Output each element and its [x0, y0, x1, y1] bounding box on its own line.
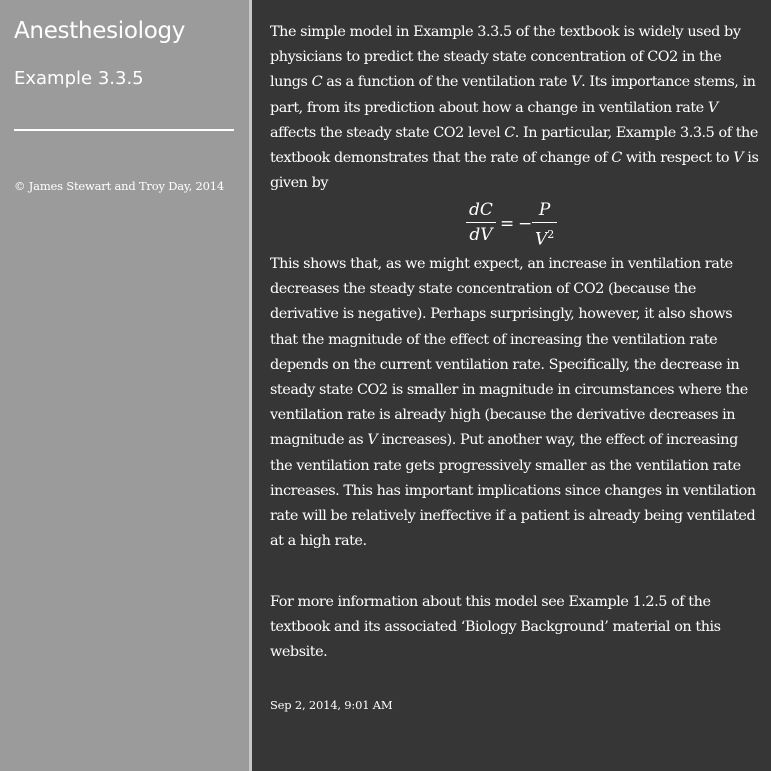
variable-c: C: [311, 74, 323, 91]
sidebar-divider: [14, 129, 234, 131]
site-title[interactable]: Anesthesiology: [14, 18, 186, 44]
variable-c: C: [611, 150, 622, 167]
variable-v: V: [733, 150, 744, 167]
copyright-notice: © James Stewart and Troy Day, 2014: [14, 179, 225, 193]
variable-v: V: [707, 99, 718, 116]
equation-lhs-fraction: [466, 200, 496, 245]
fraction-bar: [532, 222, 557, 223]
equals-sign: =: [500, 214, 515, 234]
paragraph-explanation: This shows that, as we might expect, an increase in ventilation rate decreases the steady state concentration of CO2 (because the derivative is negative). Perhaps surprisingly, however, it also shows that the magnitude of the effect of increasing the ventilation rate depends on the current ventilation rate. Specifically, the decrease in steady state CO2 is smaller in magnitude in circumstances where the ventilation rate is already high (because the derivative decreases in magnitude as V increases). Put another way, the effect of increasing the ventilation rate gets progressively smaller as the ventilation rate increases. This has important implications since changes in ventilation rate will be relatively ineffective if a patient is already being ventilated at a high rate.: [270, 256, 756, 550]
equation-rhs-denominator: $V^2$: [535, 228, 555, 250]
variable-c: C: [504, 124, 515, 141]
fraction-bar: [466, 222, 496, 223]
variable-v: V: [571, 74, 582, 91]
equation-rhs-numerator: P: [538, 200, 551, 220]
equation-rhs-fraction: [532, 200, 557, 250]
sidebar: [0, 0, 249, 771]
page-subtitle: Example 3.3.5: [14, 68, 144, 89]
minus-sign: −: [518, 214, 533, 234]
paragraph-intro: The simple model in Example 3.3.5 of the textbook is widely used by physicians to predict the steady state concentration of CO2 in the lungs C as a function of the ventilation rate V. Its importance stems, in part, from its prediction about how a change in ventilation rate V affects the steady state CO2 level C. In particular, Example 3.3.5 of the textbook demonstrates that the rate of change of C with respect to V is given by: [270, 24, 759, 192]
equation-lhs-numerator: dC: [469, 200, 493, 220]
derivative-equation: [466, 200, 576, 250]
equation-lhs-denominator: dV: [469, 225, 493, 245]
variable-v: V: [367, 432, 378, 449]
timestamp: Sep 2, 2014, 9:01 AM: [270, 698, 393, 712]
paragraph-more-info: For more information about this model see Example 1.2.5 of the textbook and its associated ‘Biology Background’ material on this website.: [270, 594, 721, 661]
